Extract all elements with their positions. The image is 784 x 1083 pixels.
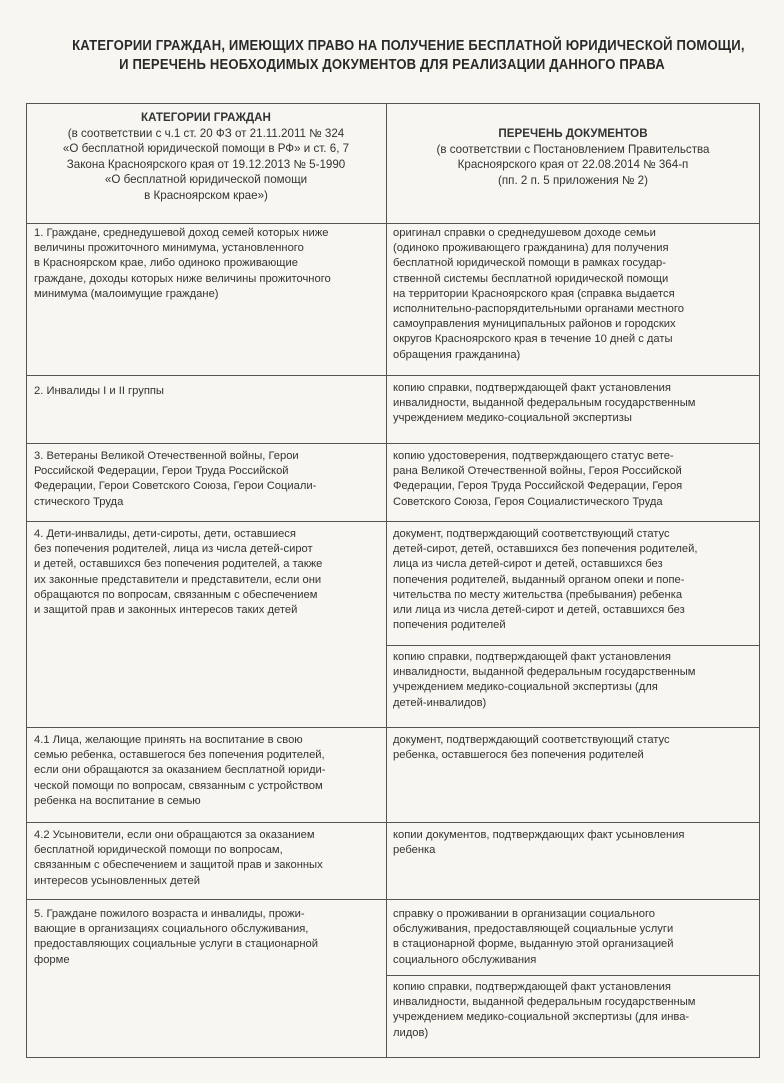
text-line: минимума (малоимущие граждане) — [34, 287, 219, 300]
text-line: копию справки, подтверждающей факт установления — [393, 382, 671, 394]
row-4-category — [34, 527, 380, 618]
row-5-documents-extra — [393, 980, 755, 1041]
header-documents — [390, 126, 756, 188]
text-line: документ, подтверждающий соответствующий статус — [393, 528, 670, 540]
row-5-category — [34, 907, 380, 968]
text-line: инвалидности, выданной федеральным государственным — [393, 666, 696, 679]
text-line: копию справки, подтверждающей факт установления — [393, 651, 671, 663]
row-divider — [26, 727, 760, 728]
document-title — [72, 36, 745, 74]
header-documents-title: ПЕРЕЧЕНЬ ДОКУМЕНТОВ — [498, 127, 648, 140]
text-line: ребенка, оставшегося без попечения родителей — [393, 749, 644, 762]
text-line: копии документов, подтверждающих факт усыновления — [393, 829, 685, 841]
text-line: попечения родителей, выданный органом опеки и попе- — [393, 573, 685, 586]
row-divider — [26, 822, 760, 823]
text-line: справку о проживании в организации социального — [393, 908, 656, 920]
text-line: ственной системы бесплатной юридической помощи — [393, 272, 669, 285]
text-line: (одиноко проживающего гражданина) для получения — [393, 242, 669, 255]
text-line: граждане, доходы которых ниже величины прожиточного — [34, 272, 331, 285]
text-line: детей-сирот, детей, оставшихся без попечения родителей, — [393, 543, 698, 556]
header-documents-line: (в соответствии с Постановлением Правительства — [436, 142, 710, 156]
text-line: на территории Красноярского края (справка выдается — [393, 287, 675, 300]
text-line: попечения родителей — [393, 619, 506, 632]
title-line-1: КАТЕГОРИИ ГРАЖДАН, ИМЕЮЩИХ ПРАВО НА ПОЛУЧЕНИЕ БЕСПЛАТНОЙ ЮРИДИЧЕСКОЙ ПОМОЩИ, — [72, 37, 745, 54]
text-line: исполнительно-распорядительными органами местного — [393, 303, 684, 316]
header-categories-line: (в соответствии с ч.1 ст. 20 ФЗ от 21.11.2011 № 324 — [67, 126, 345, 140]
text-line: копию справки, подтверждающей факт установления — [393, 981, 671, 993]
text-line: рана Великой Отечественной войны, Героя Российской — [393, 465, 682, 478]
text-line: величины прожиточного минимума, установленного — [34, 242, 304, 255]
text-line: форме — [34, 953, 70, 966]
row-2-documents — [393, 381, 755, 427]
text-line: предоставляющих социальные услуги в стационарной — [34, 938, 319, 951]
text-line: детей-инвалидов) — [393, 696, 487, 709]
header-categories-line: «О бесплатной юридической помощи в РФ» и ст. 6, 7 — [62, 142, 350, 156]
text-line: связанным с обеспечением и защитой прав и законных — [34, 859, 323, 872]
row-divider — [26, 223, 760, 224]
text-line: учреждением медико-социальной экспертизы — [393, 412, 632, 425]
header-documents-line: (пп. 2 п. 5 приложения № 2) — [498, 173, 648, 187]
row-3-category — [34, 449, 380, 510]
text-line: 4.2 Усыновители, если они обращаются за оказанием — [34, 829, 315, 841]
text-line: ребенка — [393, 844, 436, 857]
row-4-2-documents — [393, 828, 755, 858]
row-1-category — [34, 226, 380, 302]
row-2-category — [34, 384, 380, 399]
text-line: социального обслуживания — [393, 953, 537, 966]
row-4-1-documents — [393, 733, 755, 763]
row-divider — [26, 443, 760, 444]
header-categories-line: «О бесплатной юридической помощи — [104, 173, 308, 187]
text-line: лидов) — [393, 1026, 429, 1039]
text-line: в Красноярском крае, либо одиноко проживающие — [34, 257, 298, 270]
row-divider — [26, 521, 760, 522]
text-line: 5. Граждане пожилого возраста и инвалиды, прожи- — [34, 908, 305, 920]
text-line: и защитой прав и законных интересов таких детей — [34, 604, 298, 617]
text-line: стического Труда — [34, 495, 124, 508]
text-line: бесплатной юридической помощи в рамках государ- — [393, 257, 667, 270]
text-line: учреждением медико-социальной экспертизы (для — [393, 681, 658, 694]
row-5-documents — [393, 907, 755, 968]
text-line: самоуправления муниципальных районов и городских — [393, 318, 676, 331]
text-line: копию удостоверения, подтверждающего статус вете- — [393, 450, 674, 462]
text-line: без попечения родителей, лица из числа детей-сирот — [34, 543, 313, 556]
text-line: учреждением медико-социальной экспертизы (для инва- — [393, 1011, 690, 1024]
row-4-documents-extra — [393, 650, 755, 711]
text-line: или лица из числа детей-сирот и детей, оставшихся без — [393, 604, 685, 617]
subrow-divider — [386, 975, 760, 976]
text-line: обращения гражданина) — [393, 348, 521, 361]
row-4-documents — [393, 527, 755, 633]
text-line: 4. Дети-инвалиды, дети-сироты, дети, оставшиеся — [34, 528, 296, 540]
text-line: инвалидности, выданной федеральным государственным — [393, 996, 696, 1009]
text-line: округов Красноярского края в течение 10 дней с даты — [393, 333, 673, 346]
text-line: документ, подтверждающий соответствующий статус — [393, 734, 670, 746]
text-line: ческой помощи по вопросам, связанным с устройством — [34, 779, 323, 792]
text-line: 3. Ветераны Великой Отечественной войны, Герои — [34, 450, 299, 462]
row-4-1-category — [34, 733, 380, 809]
header-categories-line: в Красноярском крае») — [144, 188, 268, 202]
text-line: Российской Федерации, Герои Труда Российской — [34, 465, 289, 478]
text-line: ребенка на воспитание в семью — [34, 794, 201, 807]
text-line: 2. Инвалиды I и II группы — [34, 385, 164, 397]
text-line: Советского Союза, Героя Социалистического Труда — [393, 495, 663, 508]
header-documents-line: Красноярского края от 22.08.2014 № 364-п — [457, 158, 689, 172]
text-line: вающие в организациях социального обслуживания, — [34, 923, 309, 936]
header-categories-line: Закона Красноярского края от 19.12.2013 № 5-1990 — [66, 157, 346, 171]
column-divider — [386, 103, 387, 1058]
text-line: если они обращаются за оказанием бесплатной юриди- — [34, 764, 326, 777]
header-categories-title: КАТЕГОРИИ ГРАЖДАН — [141, 111, 271, 124]
text-line: их законные представители и представители, если они — [34, 573, 322, 586]
text-line: семью ребенка, оставшегося без попечения родителей, — [34, 749, 325, 762]
row-4-2-category — [34, 828, 380, 889]
text-line: обслуживания, предоставляющей социальные услуги — [393, 923, 674, 936]
text-line: Федерации, Герои Советского Союза, Герои Социали- — [34, 480, 317, 493]
text-line: оригинал справки о среднедушевом доходе семьи — [393, 227, 656, 239]
text-line: 4.1 Лица, желающие принять на воспитание в свою — [34, 734, 303, 746]
text-line: инвалидности, выданной федеральным государственным — [393, 397, 696, 410]
text-line: в стационарной форме, выданную этой организацией — [393, 938, 674, 951]
subrow-divider — [386, 645, 760, 646]
text-line: чительства по месту жительства (пребывания) ребенка — [393, 588, 683, 601]
text-line: обращаются по вопросам, связанным с обеспечением — [34, 588, 318, 601]
text-line: лица из числа детей-сирот и детей, оставшихся без — [393, 558, 663, 571]
row-divider — [26, 375, 760, 376]
text-line: и детей, оставшихся без попечения родителей, а также — [34, 558, 323, 571]
row-3-documents — [393, 449, 755, 510]
text-line: Федерации, Героя Труда Российской Федерации, Героя — [393, 480, 683, 493]
text-line: 1. Граждане, среднедушевой доход семей которых ниже — [34, 227, 329, 239]
row-1-documents — [393, 226, 755, 363]
title-line-2: И ПЕРЕЧЕНЬ НЕОБХОДИМЫХ ДОКУМЕНТОВ ДЛЯ РЕАЛИЗАЦИИ ДАННОГО ПРАВА — [119, 56, 665, 73]
text-line: бесплатной юридической помощи по вопросам, — [34, 844, 283, 857]
header-categories — [30, 110, 382, 204]
text-line: интересов усыновленных детей — [34, 874, 200, 887]
row-divider — [26, 899, 760, 900]
